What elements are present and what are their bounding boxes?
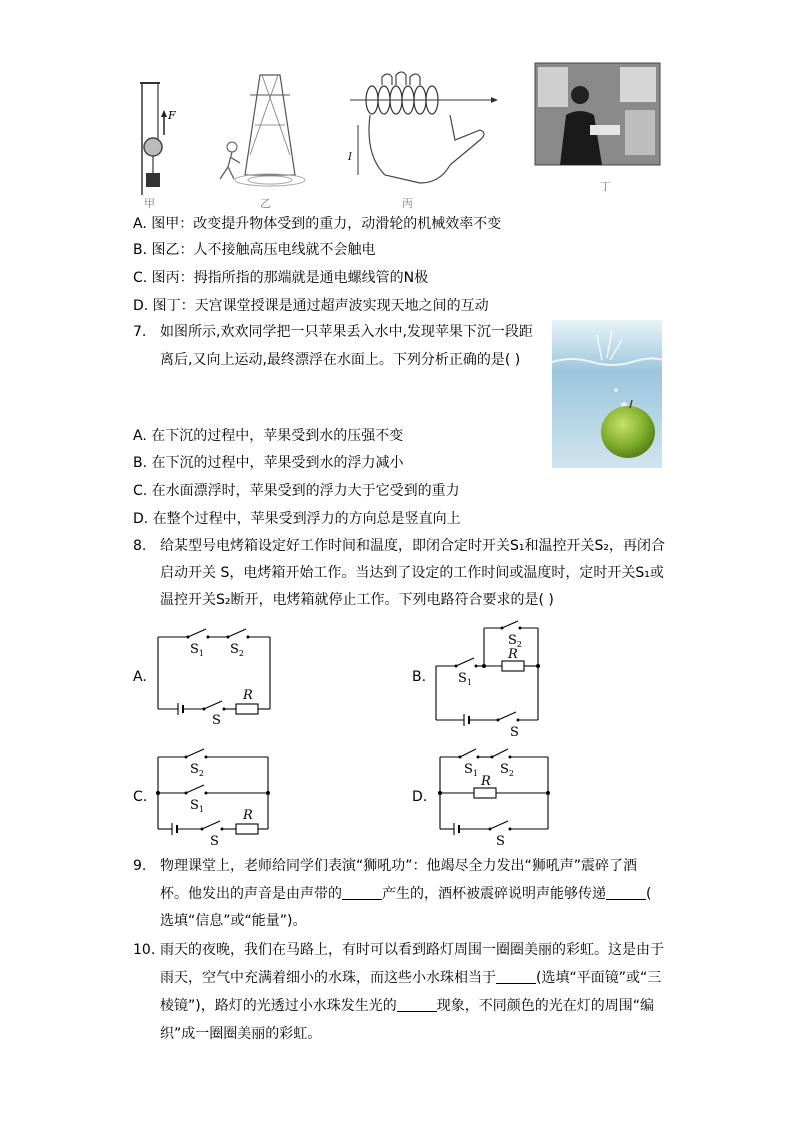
q9-line2: 杯。他发出的声音是由声带的 产生的，酒杯被震碎说明声能够传递 ( (160, 886, 652, 902)
q7-number: 7. (133, 324, 147, 340)
q8-option-c-label: C. (133, 789, 148, 805)
q10-number: 10. (133, 942, 156, 958)
caption-ding: 丁 (600, 180, 611, 193)
circuit-c (150, 745, 280, 850)
q7-option-b: B. 在下沉的过程中，苹果受到水的浮力减小 (133, 455, 404, 471)
apple-in-water-photo (552, 320, 662, 468)
solenoid-hand-figure (347, 72, 498, 183)
q10-line2: 雨天，空气中充满着细小的水珠，而这些小水珠相当于 (选填“平面镜”或“三 (160, 970, 662, 986)
svg-text:S: S (210, 834, 219, 849)
svg-text:S2: $S_2$ (230, 642, 244, 658)
q7-option-a: A. 在下沉的过程中，苹果受到水的压强不变 (133, 428, 404, 444)
q8-option-a-label: A. (133, 669, 147, 685)
q7-stem-line2: 离后,又向上运动,最终漂浮在水面上。下列分析正确的是( ) (160, 352, 521, 368)
q10-blank-1[interactable] (496, 969, 536, 984)
svg-text:S2: $S_2$ (190, 762, 204, 778)
svg-text:S: S (496, 834, 505, 849)
svg-text:R: R (243, 808, 253, 823)
caption-bing: 丙 (402, 197, 413, 210)
q10-line1: 雨天的夜晚，我们在马路上，有时可以看到路灯周围一圈圈美丽的彩虹。这是由于 (160, 942, 664, 958)
tiangong-photo (535, 63, 660, 165)
q6-figures (120, 55, 680, 210)
svg-text:S: S (510, 725, 519, 738)
svg-text:F: F (168, 109, 176, 122)
q9-line3: 选填“信息”或“能量”)。 (160, 913, 307, 929)
svg-text:R: R (481, 774, 491, 789)
power-tower-figure (220, 75, 305, 186)
svg-text:R: R (243, 688, 253, 703)
q8-option-d-label: D. (412, 789, 428, 805)
circuit-b (430, 620, 550, 738)
q6-option-b: B. 图乙：人不接触高压电线就不会触电 (133, 242, 376, 258)
circuit-d (430, 745, 555, 850)
svg-text:I: I (348, 152, 352, 163)
q9-blank-1[interactable] (342, 885, 382, 900)
svg-text:S2: $S_2$ (508, 633, 522, 649)
q10-line3: 棱镜”)，路灯的光透过小水珠发生光的 现象，不同颜色的光在灯的周围“编 (160, 998, 654, 1014)
circuit-a (150, 625, 280, 725)
q7-option-c: C. 在水面漂浮时，苹果受到的浮力大于它受到的重力 (133, 483, 460, 499)
q6-option-d: D. 图丁：天宫课堂授课是通过超声波实现天地之间的互动 (133, 298, 489, 314)
caption-jia: 甲 (144, 197, 155, 210)
pulley-figure (140, 83, 176, 195)
q7-stem-line1: 如图所示,欢欢同学把一只苹果丢入水中,发现苹果下沉一段距 (160, 324, 533, 340)
caption-yi: 乙 (260, 197, 271, 210)
q6-option-c: C. 图丙：拇指所指的那端就是通电螺线管的N极 (133, 270, 429, 286)
q10-line4: 织”成一圈圈美丽的彩虹。 (160, 1026, 322, 1042)
svg-text:S1: $S_1$ (458, 671, 472, 687)
q7-option-d: D. 在整个过程中，苹果受到浮力的方向总是竖直向上 (133, 511, 461, 527)
svg-text:S1: $S_1$ (464, 762, 478, 778)
q10-blank-2[interactable] (397, 997, 437, 1012)
q8-stem-line3: 温控开关S₂断开，电烤箱就停止工作。下列电路符合要求的是( ) (160, 592, 554, 608)
svg-text:S2: $S_2$ (500, 762, 514, 778)
q8-stem-line1: 给某型号电烤箱设定好工作时间和温度，即闭合定时开关S₁和温控开关S₂，再闭合 (160, 538, 665, 554)
svg-text:R: R (508, 647, 518, 662)
q9-line1: 物理课堂上，老师给同学们表演“狮吼功”：他竭尽全力发出“狮吼声”震碎了酒 (160, 858, 638, 874)
q8-option-b-label: B. (412, 669, 427, 685)
q8-number: 8. (133, 538, 147, 554)
q8-stem-line2: 启动开关 S，电烤箱开始工作。当达到了设定的工作时间或温度时，定时开关S₁或 (160, 565, 664, 581)
svg-text:S1: $S_1$ (190, 798, 204, 814)
q9-blank-2[interactable] (606, 885, 646, 900)
svg-text:S: S (212, 713, 221, 725)
svg-text:S1: $S_1$ (190, 642, 204, 658)
q6-option-a: A. 图甲：改变提升物体受到的重力，动滑轮的机械效率不变 (133, 216, 502, 232)
q9-number: 9. (133, 858, 147, 874)
